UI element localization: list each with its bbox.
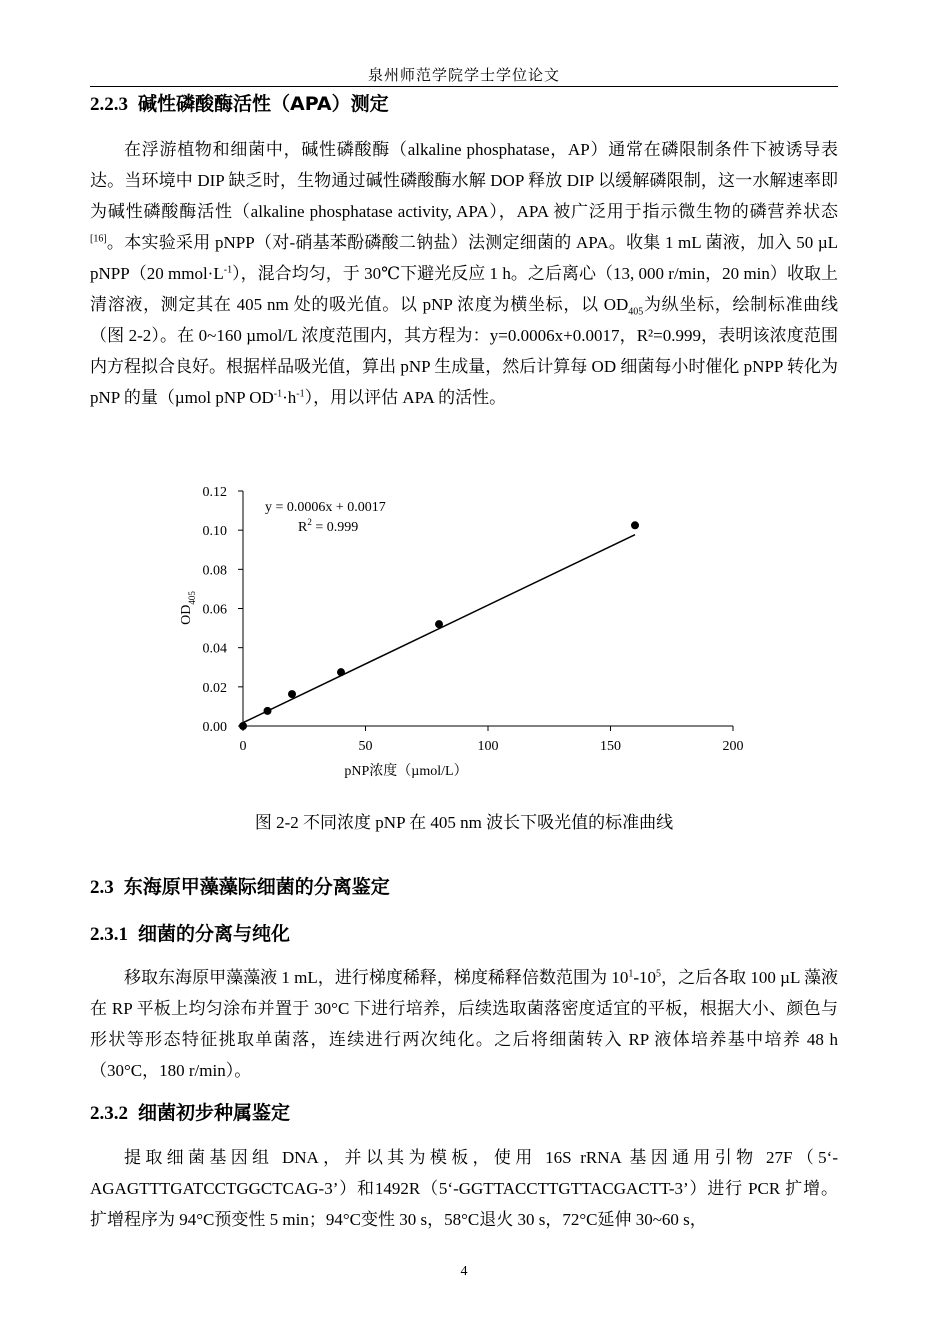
text-run: ，之后各取 100 µL 藻液在 RP 平板上均匀涂布并置于 30°C 下进行培养，后续选取菌落密度适宜的平板，根据大小、颜色与形状等形态特征挑取单菌落，连续进行两次纯化。之后将细菌转入 RP 液体培养基中培养 48 h（30°C，180 r/min）。: [90, 968, 838, 1080]
standard-curve-chart: [160, 476, 760, 796]
text-run: ），用以评估 APA 的活性。: [304, 388, 507, 407]
x-tick-label: 200: [722, 739, 744, 754]
data-point: [288, 690, 296, 698]
text-run: 。本实验采用 pNPP（对-硝基苯酚磷酸二钠盐）法测定细菌的 APA。收集 1 mL 菌液，加入 50 µL pNPP（20 mmol·L: [90, 233, 838, 283]
y-tick-label: 0.02: [202, 680, 227, 696]
trendline: [243, 535, 635, 723]
section-heading-2-3-1: [90, 922, 290, 947]
x-tick-label: 150: [600, 739, 621, 754]
y-tick-label: 0.04: [202, 641, 227, 657]
x-tick-label: 100: [477, 739, 499, 754]
x-tick-label: 0: [239, 739, 247, 754]
y-tick-label: 0.12: [202, 485, 227, 500]
header-rule: [90, 86, 838, 87]
data-point: [435, 620, 443, 628]
section-heading-2-3: [90, 875, 390, 900]
section-number: 2.3.2: [90, 1103, 128, 1124]
page-number: 4: [460, 1264, 468, 1279]
page-header: 泉州师范学院学士学位论文: [367, 68, 560, 84]
y-axis-label: $OD_{405}$: [179, 591, 197, 625]
chart-marks: [239, 521, 639, 730]
y-tick-label: 0.08: [202, 563, 227, 579]
data-point: [337, 668, 345, 676]
superscript: -1: [223, 264, 233, 276]
text-run: ·h: [282, 388, 297, 407]
data-point: [264, 707, 272, 715]
superscript: -1: [296, 388, 305, 400]
superscript: -1: [273, 388, 283, 400]
y-tick-label: 0.00: [202, 720, 227, 735]
data-point: [631, 521, 639, 529]
section-title: 细菌的分离与纯化: [138, 923, 291, 945]
text-run: ），混合均匀，于 30℃下避光反应 1 h。之后离心（13, 000 r/min，20 min）收取上清溶液，测定其在 405 nm 处的吸光值。以 pNP 浓度为横坐标，以 OD: [90, 264, 838, 314]
paragraph-identification: 提取细菌基因组 DNA，并以其为模板，使用 16S rRNA 基因通用引物 27F（5‘-AGAGTTTGATCCTGGCTCAG-3’）和1492R（5‘-GGTTACCTTGTTACGACTT-3’）进行 PCR 扩增。扩增程序为 94°C预变性 5 min；94°C变性 30 s，58°C退火 30 s，72°C延伸 30~60 s，: [90, 1148, 838, 1229]
text-run: 为纵坐标，绘制标准曲线（图 2-2）。在 0~160 µmol/L 浓度范围内，其方程为：y=0.0006x+0.0017，R²=0.999，表明该浓度范围内方程拟合良好。根据样品吸光值，算出 pNP 生成量，然后计算每 OD 细菌每小时催化 pNPP 转化为 pNP 的量（µmol pNP OD: [90, 295, 838, 407]
section-heading-2-3-2: [90, 1101, 290, 1126]
paragraph-isolation: [90, 962, 838, 1086]
section-number: 2.3.1: [90, 924, 128, 945]
citation: [16]: [90, 233, 107, 245]
figure-caption: 图 2-2 不同浓度 pNP 在 405 nm 波长下吸光值的标准曲线: [254, 813, 674, 832]
x-axis-label: pNP浓度（µmol/L）: [344, 764, 468, 779]
subscript: 405: [628, 306, 644, 318]
superscript: 5: [656, 968, 662, 980]
y-tick-label: 0.10: [202, 524, 227, 540]
paragraph-apa-method: [90, 134, 838, 413]
text-run: 移取东海原甲藻藻液 1 mL，进行梯度稀释，梯度稀释倍数范围为 10: [124, 968, 629, 987]
chart-axes: [203, 485, 744, 754]
section-number: 2.3: [90, 877, 114, 898]
section-title: 东海原甲藻藻际细菌的分离鉴定: [123, 876, 390, 898]
y-tick-label: 0.06: [202, 602, 227, 618]
text-run: 在浮游植物和细菌中，碱性磷酸酶（alkaline phosphatase，AP）通常在磷限制条件下被诱导表达。当环境中 DIP 缺乏时，生物通过碱性磷酸酶水解 DOP 释放 DIP 以缓解磷限制，这一水解速率即为碱性磷酸酶活性（alkaline phosphatase activity, APA），APA 被广泛用于指示微生物的磷营养状态: [90, 140, 838, 221]
section-title: 碱性磷酸酶活性（APA）测定: [138, 93, 389, 115]
section-title: 细菌初步种属鉴定: [138, 1102, 291, 1124]
data-point: [239, 722, 247, 730]
r-squared-label: $R^2 = 0.999$: [298, 517, 359, 535]
trendline-equation: y = 0.0006x + 0.0017: [265, 500, 386, 515]
superscript: 1: [628, 968, 634, 980]
section-number: 2.2.3: [90, 94, 128, 115]
x-tick-label: 50: [358, 739, 373, 754]
text-run: -10: [633, 968, 657, 987]
section-heading-2-2-3: [90, 92, 389, 117]
